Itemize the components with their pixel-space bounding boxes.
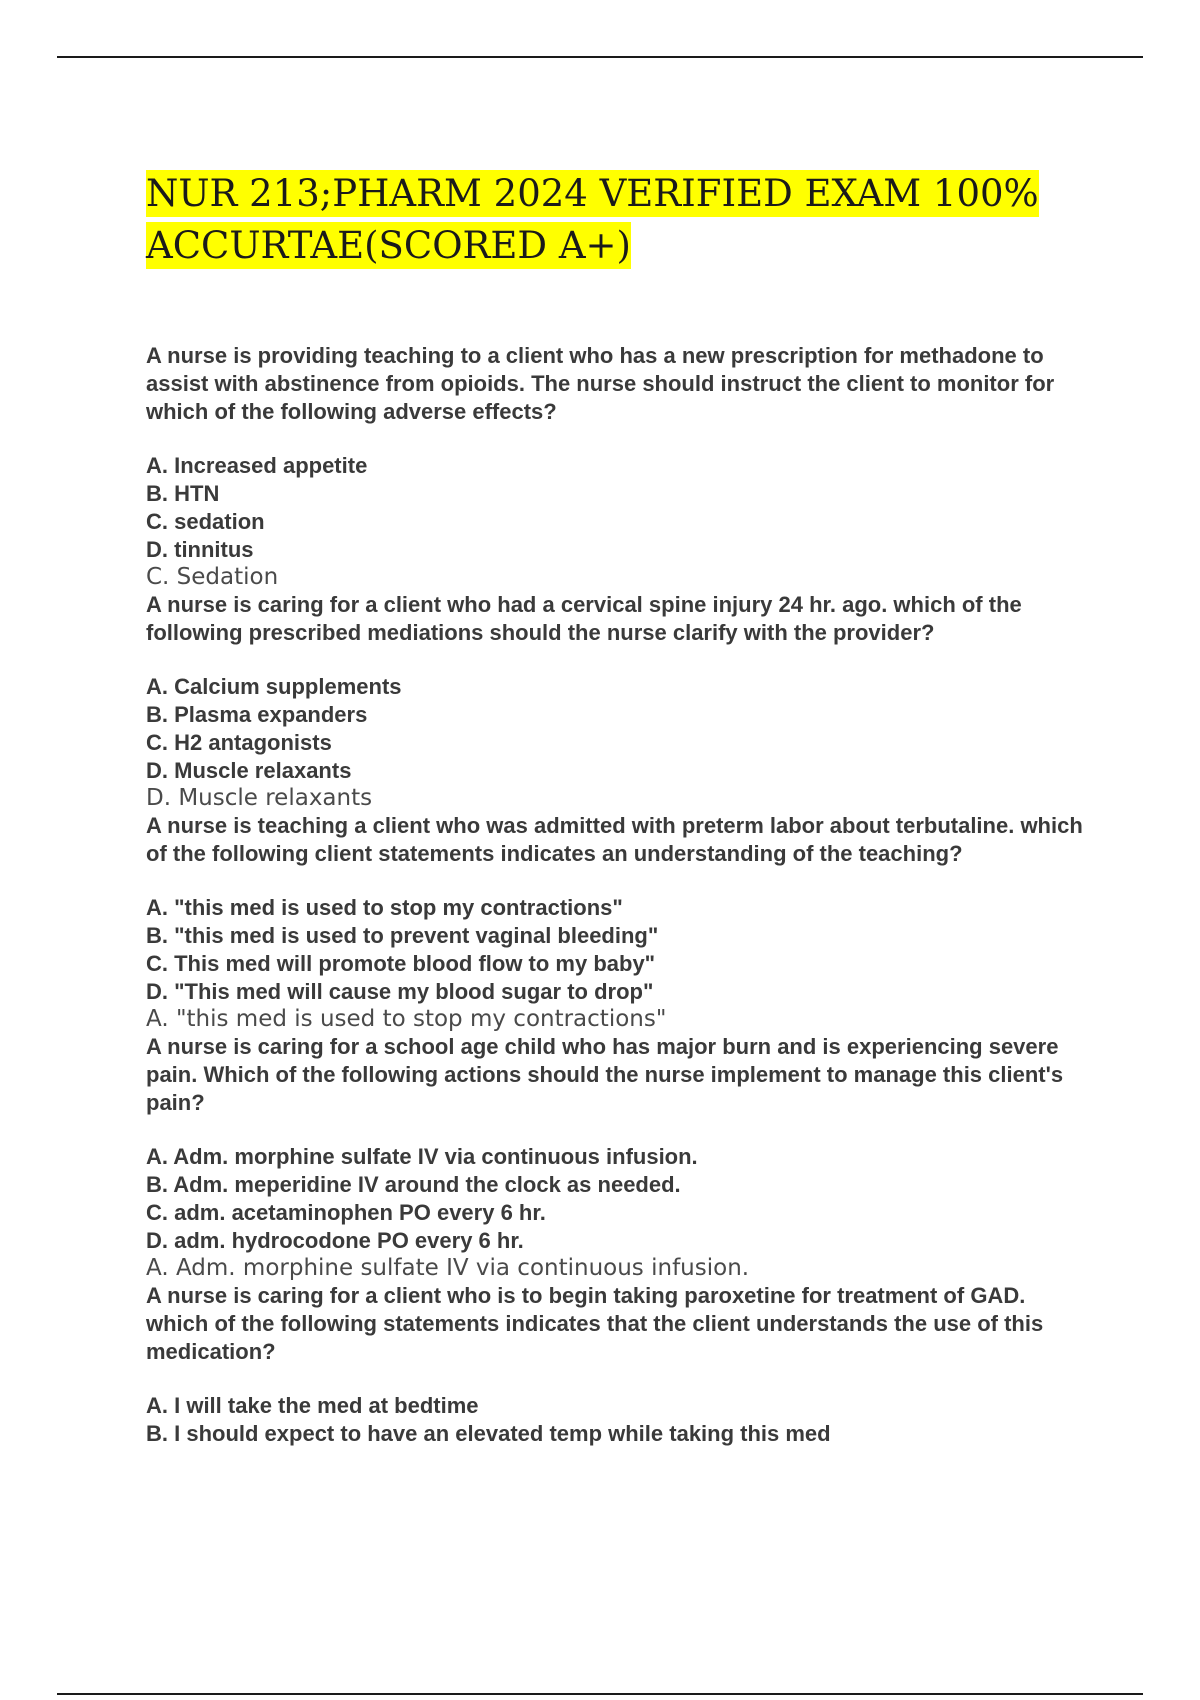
question-text: A nurse is caring for a client who is to begin taking paroxetine for treatment of GAD. which of the following statements indicates that the client understands the use of this medication? [146,1283,1044,1364]
option-item: D. tinnitus [146,537,254,562]
bottom-divider [57,1693,1143,1695]
option-item: A. Increased appetite [146,453,368,478]
question-text: A nurse is caring for a school age child who has major burn and is experiencing severe pain. Which of the following actions should the nurse implement to manage this client's pain? [146,1034,1064,1115]
option-list [146,1392,1086,1448]
title-line-2: ACCURTAE(SCORED A+) [146,224,631,267]
title-line-1: NUR 213;PHARM 2024 VERIFIED EXAM 100% [146,172,1039,215]
question-block-5 [146,1282,1086,1448]
option-item: B. I should expect to have an elevated temp while taking this med [146,1421,831,1446]
answer-text: C. Sedation [146,564,279,590]
question-text: A nurse is caring for a client who had a cervical spine injury 24 hr. ago. which of the following prescribed mediations should the nurse clarify with the provider? [146,592,1022,645]
option-item: B. Adm. meperidine IV around the clock as needed. [146,1172,681,1197]
document-body [146,168,1086,1448]
question-text: A nurse is teaching a client who was admitted with preterm labor about terbutaline. which of the following client statements indicates an understanding of the teaching? [146,813,1083,866]
document-title [146,168,1086,272]
option-item: A. I will take the med at bedtime [146,1393,479,1418]
option-item: B. Plasma expanders [146,702,368,727]
option-item: A. "this med is used to stop my contractions" [146,895,623,920]
option-item: B. "this med is used to prevent vaginal bleeding" [146,923,659,948]
answer-text: D. Muscle relaxants [146,785,373,811]
option-item: C. adm. acetaminophen PO every 6 hr. [146,1200,546,1225]
option-item: D. Muscle relaxants [146,758,352,783]
option-item: C. sedation [146,509,265,534]
option-item: A. Adm. morphine sulfate IV via continuous infusion. [146,1144,698,1169]
option-list [146,452,1086,564]
question-block-2 [146,591,1086,812]
option-item: D. "This med will cause my blood sugar to drop" [146,979,654,1004]
question-block-3 [146,812,1086,1033]
top-divider [57,56,1143,58]
option-item: C. H2 antagonists [146,730,332,755]
question-block-1 [146,342,1086,591]
option-item: C. This med will promote blood flow to my baby" [146,951,656,976]
option-item: D. adm. hydrocodone PO every 6 hr. [146,1228,524,1253]
option-item: A. Calcium supplements [146,674,402,699]
option-list [146,1143,1086,1255]
answer-text: A. "this med is used to stop my contractions" [146,1006,667,1032]
option-list [146,673,1086,785]
option-list [146,894,1086,1006]
question-text: A nurse is providing teaching to a client who has a new prescription for methadone to assist with abstinence from opioids. The nurse should instruct the client to monitor for which of the following adverse effects? [146,343,1055,424]
question-block-4 [146,1033,1086,1282]
option-item: B. HTN [146,481,220,506]
answer-text: A. Adm. morphine sulfate IV via continuous infusion. [146,1255,750,1281]
